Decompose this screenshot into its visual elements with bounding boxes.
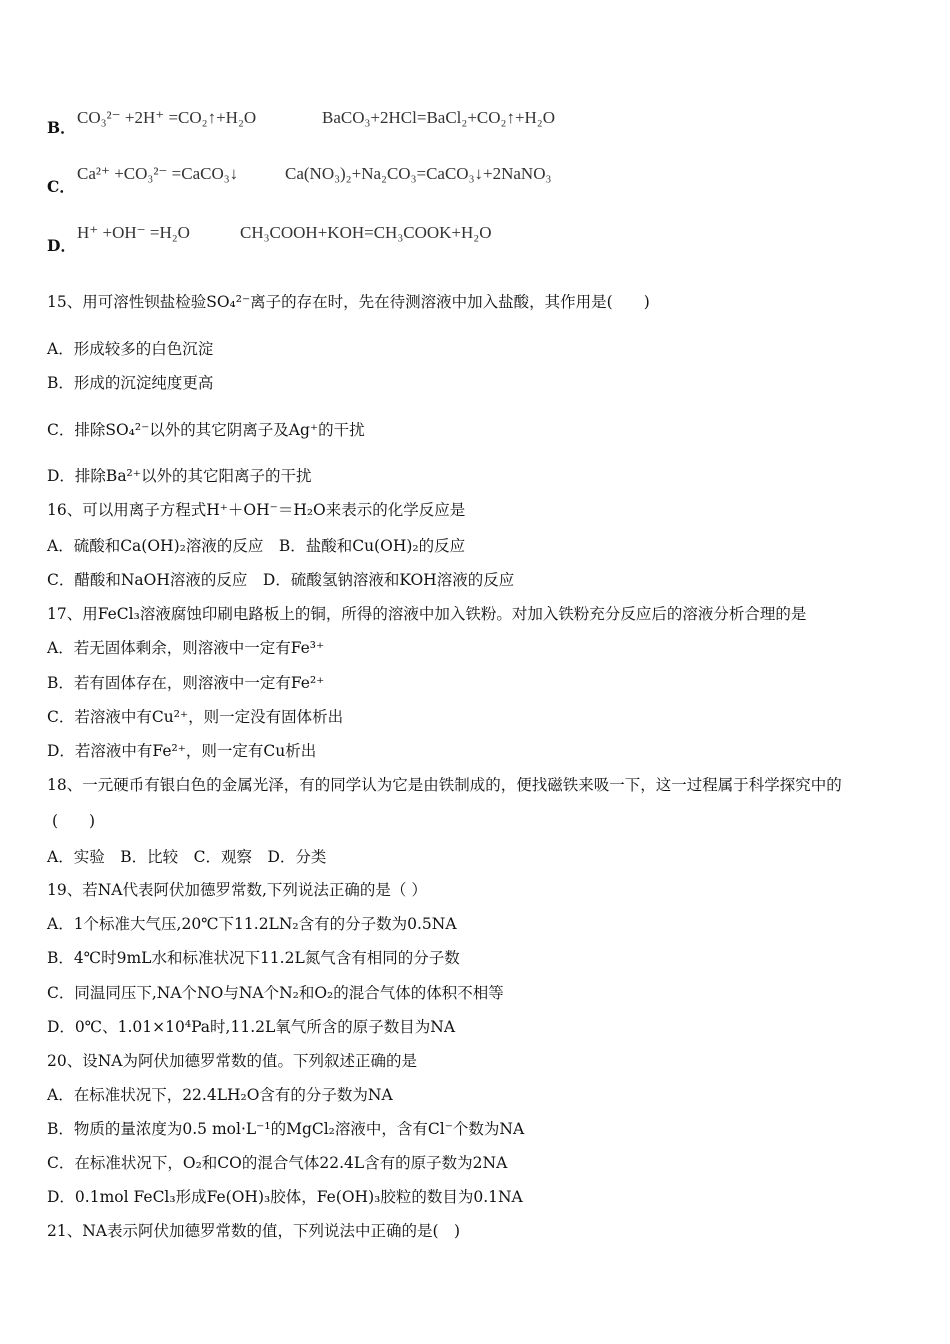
q15-option-c: C．排除SO₄²⁻以外的其它阴离子及Ag⁺的干扰 bbox=[47, 421, 365, 439]
q15-stem: 15、用可溶性钡盐检验SO₄²⁻离子的存在时，先在待测溶液中加入盐酸，其作用是( ) bbox=[47, 293, 650, 311]
option-c-eq2: Ca(NO₃)₂+Na₂CO₃=CaCO₃↓+2NaNO₃ bbox=[285, 164, 552, 183]
q17-option-a: A．若无固体剩余，则溶液中一定有Fe³⁺ bbox=[47, 639, 325, 657]
q19-option-a: A．1个标准大气压,20℃下11.2LN₂含有的分子数为0.5NA bbox=[47, 915, 457, 933]
option-c-label: C． bbox=[47, 177, 75, 196]
option-d-eq2: CH₃COOH+KOH=CH₃COOK+H₂O bbox=[240, 223, 492, 242]
q20-option-c: C．在标准状况下，O₂和CO的混合气体22.4L含有的原子数为2NA bbox=[47, 1154, 508, 1172]
q17-option-d: D．若溶液中有Fe²⁺，则一定有Cu析出 bbox=[47, 742, 317, 760]
q21-stem: 21、NA表示阿伏加德罗常数的值，下列说法中正确的是( ) bbox=[47, 1222, 461, 1240]
q16-stem: 16、可以用离子方程式H⁺＋OH⁻＝H₂O来表示的化学反应是 bbox=[47, 501, 466, 519]
q18-options: A．实验 B．比较 C．观察 D．分类 bbox=[47, 848, 327, 866]
option-b-eq2: BaCO₃+2HCl=BaCl₂+CO₂↑+H₂O bbox=[322, 108, 556, 127]
q19-option-c: C．同温同压下,NA个NO与NA个N₂和O₂的混合气体的体积不相等 bbox=[47, 984, 504, 1002]
q17-option-b: B．若有固体存在，则溶液中一定有Fe²⁺ bbox=[47, 674, 325, 692]
option-b-label: B． bbox=[47, 118, 76, 137]
option-b-eq1: CO₃²⁻ +2H⁺ =CO₂↑+H₂O bbox=[77, 108, 257, 127]
q17-stem: 17、用FeCl₃溶液腐蚀印刷电路板上的铜，所得的溶液中加入铁粉。对加入铁粉充分反应后的溶液分析合理的是 bbox=[47, 605, 807, 623]
option-d-eq1: H⁺ +OH⁻ =H₂O bbox=[77, 223, 190, 242]
q17-option-c: C．若溶液中有Cu²⁺，则一定没有固体析出 bbox=[47, 708, 344, 726]
q20-option-d: D．0.1mol FeCl₃形成Fe(OH)₃胶体，Fe(OH)₃胶粒的数目为0.1NA bbox=[47, 1188, 523, 1206]
q15-option-d: D．排除Ba²⁺以外的其它阳离子的干扰 bbox=[47, 467, 312, 485]
q19-option-d: D．0℃、1.01×10⁴Pa时,11.2L氧气所含的原子数目为NA bbox=[47, 1018, 456, 1036]
q20-option-b: B．物质的量浓度为0.5 mol·L⁻¹的MgCl₂溶液中，含有Cl⁻个数为NA bbox=[47, 1120, 525, 1138]
q18-paren: ( ) bbox=[52, 812, 96, 830]
q19-stem: 19、若NA代表阿伏加德罗常数,下列说法正确的是（ ） bbox=[47, 881, 427, 899]
q20-option-a: A．在标准状况下，22.4LH₂O含有的分子数为NA bbox=[47, 1086, 393, 1104]
q15-option-a: A．形成较多的白色沉淀 bbox=[47, 340, 214, 358]
q15-option-b: B．形成的沉淀纯度更高 bbox=[47, 374, 214, 392]
q20-stem: 20、设NA为阿伏加德罗常数的值。下列叙述正确的是 bbox=[47, 1052, 417, 1070]
q16-options-ab: A．硫酸和Ca(OH)₂溶液的反应 B．盐酸和Cu(OH)₂的反应 bbox=[47, 537, 466, 555]
q16-options-cd: C．醋酸和NaOH溶液的反应 D．硫酸氢钠溶液和KOH溶液的反应 bbox=[47, 571, 515, 589]
option-c-eq1: Ca²⁺ +CO₃²⁻ =CaCO₃↓ bbox=[77, 164, 239, 183]
q18-stem: 18、一元硬币有银白色的金属光泽，有的同学认为它是由铁制成的，便找磁铁来吸一下，这一过程属于科学探究中的 bbox=[47, 776, 842, 794]
option-d-label: D． bbox=[47, 236, 76, 255]
q19-option-b: B．4℃时9mL水和标准状况下11.2L氮气含有相同的分子数 bbox=[47, 949, 460, 967]
